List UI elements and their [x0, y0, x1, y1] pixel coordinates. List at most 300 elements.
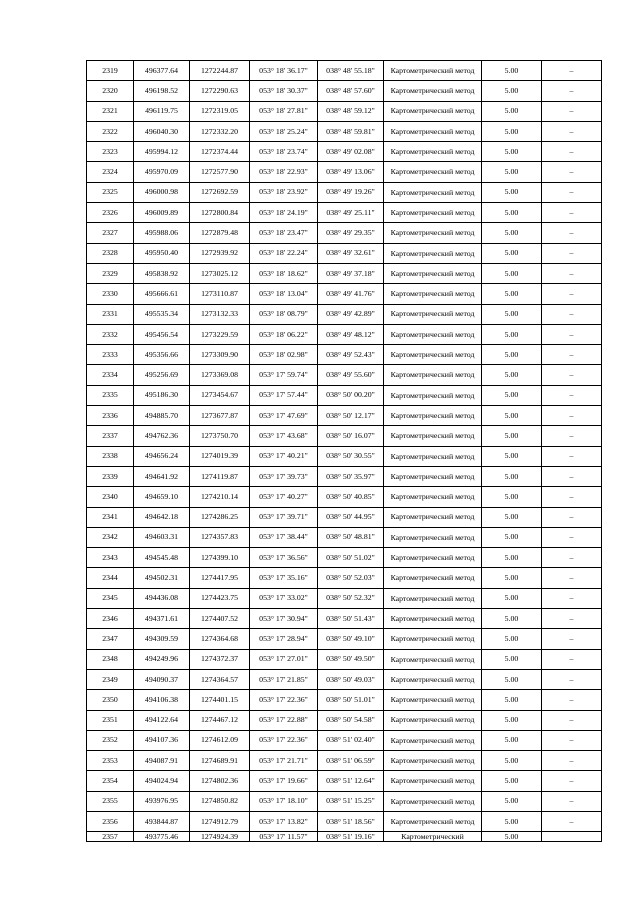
table-row — [87, 406, 602, 426]
cell-method: Картометрический метод — [384, 649, 482, 669]
cell-y: 1272692.59 — [190, 182, 250, 202]
cell-latitude: 053° 17' 28.94" — [250, 629, 318, 649]
cell-longitude: 038° 49' 19.26" — [318, 182, 384, 202]
cell-y: 1274423.75 — [190, 588, 250, 608]
cell-point: 2327 — [87, 223, 134, 243]
cell-y: 1274364.57 — [190, 669, 250, 689]
table-row — [87, 365, 602, 385]
cell-latitude: 053° 18' 30.37" — [250, 81, 318, 101]
cell-accuracy: 5.00 — [482, 669, 542, 689]
cell-note — [542, 832, 602, 842]
cell-longitude: 038° 50' 48.81" — [318, 527, 384, 547]
cell-longitude: 038° 49' 32.61" — [318, 243, 384, 263]
cell-x: 494024.94 — [134, 771, 190, 791]
cell-accuracy: 5.00 — [482, 182, 542, 202]
cell-x: 495356.66 — [134, 345, 190, 365]
cell-method: Картометрический метод — [384, 61, 482, 81]
table-row — [87, 548, 602, 568]
cell-latitude: 053° 17' 39.71" — [250, 507, 318, 527]
cell-latitude: 053° 17' 11.57" — [250, 832, 318, 842]
cell-longitude: 038° 50' 30.55" — [318, 446, 384, 466]
cell-y: 1274357.83 — [190, 527, 250, 547]
cell-method: Картометрический метод — [384, 365, 482, 385]
cell-point: 2346 — [87, 609, 134, 629]
cell-method: Картометрический метод — [384, 446, 482, 466]
table-row — [87, 690, 602, 710]
cell-method: Картометрический — [384, 832, 482, 842]
cell-point: 2354 — [87, 771, 134, 791]
cell-method: Картометрический метод — [384, 811, 482, 831]
table-row — [87, 426, 602, 446]
cell-note: – — [542, 142, 602, 162]
cell-x: 494502.31 — [134, 568, 190, 588]
cell-accuracy: 5.00 — [482, 142, 542, 162]
cell-y: 1273454.67 — [190, 385, 250, 405]
cell-latitude: 053° 17' 22.88" — [250, 710, 318, 730]
cell-x: 494090.37 — [134, 669, 190, 689]
cell-longitude: 038° 51' 02.40" — [318, 730, 384, 750]
cell-latitude: 053° 17' 18.10" — [250, 791, 318, 811]
cell-note: – — [542, 81, 602, 101]
cell-longitude: 038° 50' 51.01" — [318, 690, 384, 710]
cell-point: 2329 — [87, 263, 134, 283]
cell-y: 1272290.63 — [190, 81, 250, 101]
cell-x: 495256.69 — [134, 365, 190, 385]
cell-point: 2352 — [87, 730, 134, 750]
cell-latitude: 053° 18' 22.24" — [250, 243, 318, 263]
cell-longitude: 038° 50' 40.85" — [318, 487, 384, 507]
cell-accuracy: 5.00 — [482, 527, 542, 547]
cell-x: 494659.10 — [134, 487, 190, 507]
cell-note: – — [542, 568, 602, 588]
cell-note: – — [542, 162, 602, 182]
cell-x: 496198.52 — [134, 81, 190, 101]
cell-note: – — [542, 507, 602, 527]
cell-latitude: 053° 17' 35.16" — [250, 568, 318, 588]
cell-latitude: 053° 18' 13.04" — [250, 284, 318, 304]
cell-point: 2322 — [87, 121, 134, 141]
cell-point: 2324 — [87, 162, 134, 182]
cell-accuracy: 5.00 — [482, 81, 542, 101]
cell-point: 2336 — [87, 406, 134, 426]
table-row — [87, 669, 602, 689]
cell-x: 494762.36 — [134, 426, 190, 446]
table-row — [87, 284, 602, 304]
cell-x: 493775.46 — [134, 832, 190, 842]
cell-y: 1274802.36 — [190, 771, 250, 791]
cell-accuracy: 5.00 — [482, 710, 542, 730]
cell-x: 493844.87 — [134, 811, 190, 831]
cell-note: – — [542, 649, 602, 669]
cell-y: 1272374.44 — [190, 142, 250, 162]
cell-latitude: 053° 17' 33.02" — [250, 588, 318, 608]
cell-latitude: 053° 17' 57.44" — [250, 385, 318, 405]
cell-x: 496119.75 — [134, 101, 190, 121]
cell-accuracy: 5.00 — [482, 446, 542, 466]
cell-x: 494656.24 — [134, 446, 190, 466]
cell-point: 2331 — [87, 304, 134, 324]
cell-note: – — [542, 548, 602, 568]
table-row — [87, 811, 602, 831]
cell-point: 2338 — [87, 446, 134, 466]
cell-point: 2345 — [87, 588, 134, 608]
cell-longitude: 038° 50' 51.02" — [318, 548, 384, 568]
cell-note: – — [542, 243, 602, 263]
cell-latitude: 053° 17' 40.21" — [250, 446, 318, 466]
cell-accuracy: 5.00 — [482, 304, 542, 324]
cell-latitude: 053° 18' 27.81" — [250, 101, 318, 121]
cell-longitude: 038° 51' 19.16" — [318, 832, 384, 842]
table-row — [87, 101, 602, 121]
cell-note: – — [542, 629, 602, 649]
cell-accuracy: 5.00 — [482, 162, 542, 182]
cell-note: – — [542, 487, 602, 507]
cell-note: – — [542, 121, 602, 141]
cell-method: Картометрический метод — [384, 345, 482, 365]
cell-method: Картометрический метод — [384, 101, 482, 121]
cell-note: – — [542, 446, 602, 466]
cell-note: – — [542, 182, 602, 202]
cell-longitude: 038° 50' 49.50" — [318, 649, 384, 669]
cell-point: 2339 — [87, 466, 134, 486]
cell-method: Картометрический метод — [384, 669, 482, 689]
cell-longitude: 038° 49' 48.12" — [318, 324, 384, 344]
cell-x: 496377.64 — [134, 61, 190, 81]
cell-note: – — [542, 466, 602, 486]
cell-accuracy: 5.00 — [482, 811, 542, 831]
cell-x: 495970.09 — [134, 162, 190, 182]
cell-method: Картометрический метод — [384, 406, 482, 426]
table-row — [87, 710, 602, 730]
cell-note: – — [542, 406, 602, 426]
cell-y: 1274286.25 — [190, 507, 250, 527]
cell-point: 2319 — [87, 61, 134, 81]
cell-method: Картометрический метод — [384, 568, 482, 588]
cell-point: 2355 — [87, 791, 134, 811]
table-row — [87, 487, 602, 507]
cell-method: Картометрический метод — [384, 548, 482, 568]
cell-note: – — [542, 751, 602, 771]
cell-note: – — [542, 223, 602, 243]
cell-longitude: 038° 49' 37.18" — [318, 263, 384, 283]
table-row — [87, 649, 602, 669]
cell-longitude: 038° 50' 54.58" — [318, 710, 384, 730]
cell-point: 2341 — [87, 507, 134, 527]
cell-y: 1274401.15 — [190, 690, 250, 710]
cell-method: Картометрический метод — [384, 182, 482, 202]
cell-x: 494087.91 — [134, 751, 190, 771]
cell-point: 2325 — [87, 182, 134, 202]
cell-latitude: 053° 18' 24.19" — [250, 203, 318, 223]
table-row — [87, 203, 602, 223]
table-row — [87, 771, 602, 791]
cell-accuracy: 5.00 — [482, 223, 542, 243]
cell-point: 2348 — [87, 649, 134, 669]
cell-latitude: 053° 17' 39.73" — [250, 466, 318, 486]
cell-longitude: 038° 51' 15.25" — [318, 791, 384, 811]
table-row — [87, 121, 602, 141]
cell-point: 2326 — [87, 203, 134, 223]
cell-note: – — [542, 304, 602, 324]
cell-longitude: 038° 50' 35.97" — [318, 466, 384, 486]
cell-latitude: 053° 17' 43.68" — [250, 426, 318, 446]
cell-x: 496000.98 — [134, 182, 190, 202]
cell-accuracy: 5.00 — [482, 121, 542, 141]
cell-y: 1274364.68 — [190, 629, 250, 649]
cell-y: 1274417.95 — [190, 568, 250, 588]
cell-x: 494641.92 — [134, 466, 190, 486]
cell-accuracy: 5.00 — [482, 791, 542, 811]
table-row — [87, 61, 602, 81]
cell-method: Картометрический метод — [384, 162, 482, 182]
cell-y: 1274119.87 — [190, 466, 250, 486]
cell-latitude: 053° 18' 18.62" — [250, 263, 318, 283]
cell-longitude: 038° 48' 55.18" — [318, 61, 384, 81]
cell-method: Картометрический метод — [384, 791, 482, 811]
cell-accuracy: 5.00 — [482, 751, 542, 771]
cell-latitude: 053° 17' 27.01" — [250, 649, 318, 669]
cell-accuracy: 5.00 — [482, 345, 542, 365]
cell-accuracy: 5.00 — [482, 243, 542, 263]
cell-longitude: 038° 50' 49.10" — [318, 629, 384, 649]
cell-x: 494885.70 — [134, 406, 190, 426]
cell-y: 1273132.33 — [190, 304, 250, 324]
cell-accuracy: 5.00 — [482, 263, 542, 283]
cell-point: 2328 — [87, 243, 134, 263]
cell-latitude: 053° 18' 23.47" — [250, 223, 318, 243]
cell-y: 1272244.87 — [190, 61, 250, 81]
table-row — [87, 81, 602, 101]
cell-longitude: 038° 50' 52.03" — [318, 568, 384, 588]
cell-x: 494371.61 — [134, 609, 190, 629]
cell-note: – — [542, 690, 602, 710]
cell-method: Картометрический метод — [384, 487, 482, 507]
cell-y: 1274912.79 — [190, 811, 250, 831]
cell-accuracy: 5.00 — [482, 385, 542, 405]
cell-y: 1274210.14 — [190, 487, 250, 507]
cell-point: 2350 — [87, 690, 134, 710]
cell-note: – — [542, 771, 602, 791]
cell-method: Картометрический метод — [384, 223, 482, 243]
cell-longitude: 038° 49' 29.35" — [318, 223, 384, 243]
cell-x: 495535.34 — [134, 304, 190, 324]
cell-x: 494122.64 — [134, 710, 190, 730]
cell-note: – — [542, 791, 602, 811]
cell-method: Картометрический метод — [384, 710, 482, 730]
cell-note: – — [542, 609, 602, 629]
table-row — [87, 629, 602, 649]
cell-latitude: 053° 17' 36.56" — [250, 548, 318, 568]
cell-accuracy: 5.00 — [482, 365, 542, 385]
cell-longitude: 038° 49' 52.43" — [318, 345, 384, 365]
cell-method: Картометрический метод — [384, 243, 482, 263]
cell-x: 495994.12 — [134, 142, 190, 162]
cell-note: – — [542, 61, 602, 81]
cell-y: 1273025.12 — [190, 263, 250, 283]
cell-point: 2330 — [87, 284, 134, 304]
cell-y: 1272879.48 — [190, 223, 250, 243]
cell-longitude: 038° 50' 16.07" — [318, 426, 384, 446]
cell-method: Картометрический метод — [384, 426, 482, 446]
cell-x: 495186.30 — [134, 385, 190, 405]
cell-longitude: 038° 50' 44.95" — [318, 507, 384, 527]
cell-latitude: 053° 17' 21.85" — [250, 669, 318, 689]
cell-note: – — [542, 710, 602, 730]
cell-method: Картометрический метод — [384, 203, 482, 223]
cell-point: 2334 — [87, 365, 134, 385]
cell-x: 494106.38 — [134, 690, 190, 710]
cell-x: 494545.48 — [134, 548, 190, 568]
table-row — [87, 527, 602, 547]
cell-longitude: 038° 51' 06.59" — [318, 751, 384, 771]
cell-x: 494436.08 — [134, 588, 190, 608]
cell-latitude: 053° 17' 40.27" — [250, 487, 318, 507]
cell-note: – — [542, 101, 602, 121]
cell-point: 2333 — [87, 345, 134, 365]
cell-longitude: 038° 50' 49.03" — [318, 669, 384, 689]
cell-method: Картометрический метод — [384, 324, 482, 344]
cell-point: 2320 — [87, 81, 134, 101]
cell-longitude: 038° 50' 51.43" — [318, 609, 384, 629]
cell-y: 1274689.91 — [190, 751, 250, 771]
cell-point: 2343 — [87, 548, 134, 568]
cell-method: Картометрический метод — [384, 385, 482, 405]
cell-x: 495950.40 — [134, 243, 190, 263]
cell-y: 1274612.09 — [190, 730, 250, 750]
cell-method: Картометрический метод — [384, 507, 482, 527]
cell-longitude: 038° 49' 41.76" — [318, 284, 384, 304]
cell-y: 1272577.90 — [190, 162, 250, 182]
cell-x: 495988.06 — [134, 223, 190, 243]
cell-accuracy: 5.00 — [482, 649, 542, 669]
cell-method: Картометрический метод — [384, 466, 482, 486]
cell-latitude: 053° 17' 13.82" — [250, 811, 318, 831]
table-body — [87, 61, 602, 842]
cell-accuracy: 5.00 — [482, 588, 542, 608]
cell-note: – — [542, 385, 602, 405]
cell-y: 1274924.39 — [190, 832, 250, 842]
cell-point: 2321 — [87, 101, 134, 121]
cell-y: 1272939.92 — [190, 243, 250, 263]
cell-y: 1273750.70 — [190, 426, 250, 446]
cell-latitude: 053° 17' 19.66" — [250, 771, 318, 791]
cell-longitude: 038° 49' 13.06" — [318, 162, 384, 182]
table-row — [87, 243, 602, 263]
cell-y: 1273110.87 — [190, 284, 250, 304]
cell-longitude: 038° 50' 12.17" — [318, 406, 384, 426]
cell-longitude: 038° 49' 02.08" — [318, 142, 384, 162]
table-row — [87, 182, 602, 202]
cell-note: – — [542, 811, 602, 831]
table-row — [87, 162, 602, 182]
cell-y: 1274407.52 — [190, 609, 250, 629]
cell-point: 2332 — [87, 324, 134, 344]
cell-y: 1273229.59 — [190, 324, 250, 344]
table-row — [87, 588, 602, 608]
cell-x: 494249.96 — [134, 649, 190, 669]
table-row — [87, 345, 602, 365]
cell-longitude: 038° 49' 42.89" — [318, 304, 384, 324]
cell-method: Картометрический метод — [384, 629, 482, 649]
cell-accuracy: 5.00 — [482, 771, 542, 791]
table-row — [87, 324, 602, 344]
cell-latitude: 053° 17' 21.71" — [250, 751, 318, 771]
cell-x: 495666.61 — [134, 284, 190, 304]
cell-y: 1273369.08 — [190, 365, 250, 385]
cell-point: 2351 — [87, 710, 134, 730]
cell-y: 1274019.39 — [190, 446, 250, 466]
cell-note: – — [542, 588, 602, 608]
cell-x: 494603.31 — [134, 527, 190, 547]
cell-accuracy: 5.00 — [482, 690, 542, 710]
table-row — [87, 751, 602, 771]
cell-x: 493976.95 — [134, 791, 190, 811]
cell-accuracy: 5.00 — [482, 406, 542, 426]
cell-point: 2344 — [87, 568, 134, 588]
cell-point: 2347 — [87, 629, 134, 649]
cell-x: 496009.89 — [134, 203, 190, 223]
cell-method: Картометрический метод — [384, 284, 482, 304]
cell-accuracy: 5.00 — [482, 609, 542, 629]
cell-accuracy: 5.00 — [482, 203, 542, 223]
cell-accuracy: 5.00 — [482, 832, 542, 842]
cell-method: Картометрический метод — [384, 730, 482, 750]
cell-method: Картометрический метод — [384, 588, 482, 608]
cell-longitude: 038° 49' 25.11" — [318, 203, 384, 223]
cell-x: 494309.59 — [134, 629, 190, 649]
cell-method: Картометрический метод — [384, 142, 482, 162]
cell-y: 1274467.12 — [190, 710, 250, 730]
cell-method: Картометрический метод — [384, 609, 482, 629]
table-row — [87, 609, 602, 629]
table-row — [87, 791, 602, 811]
table-row — [87, 263, 602, 283]
cell-x: 494107.36 — [134, 730, 190, 750]
cell-latitude: 053° 18' 25.24" — [250, 121, 318, 141]
cell-latitude: 053° 17' 30.94" — [250, 609, 318, 629]
cell-note: – — [542, 669, 602, 689]
cell-accuracy: 5.00 — [482, 284, 542, 304]
cell-accuracy: 5.00 — [482, 426, 542, 446]
cell-y: 1273677.87 — [190, 406, 250, 426]
cell-accuracy: 5.00 — [482, 568, 542, 588]
cell-longitude: 038° 48' 59.81" — [318, 121, 384, 141]
cell-longitude: 038° 50' 00.20" — [318, 385, 384, 405]
cell-accuracy: 5.00 — [482, 548, 542, 568]
coordinates-table — [86, 60, 602, 842]
cell-y: 1272319.05 — [190, 101, 250, 121]
cell-longitude: 038° 48' 57.60" — [318, 81, 384, 101]
cell-y: 1272332.20 — [190, 121, 250, 141]
cell-latitude: 053° 17' 38.44" — [250, 527, 318, 547]
cell-note: – — [542, 345, 602, 365]
cell-point: 2357 — [87, 832, 134, 842]
cell-latitude: 053° 17' 22.36" — [250, 730, 318, 750]
cell-method: Картометрический метод — [384, 690, 482, 710]
cell-accuracy: 5.00 — [482, 101, 542, 121]
cell-latitude: 053° 18' 08.79" — [250, 304, 318, 324]
cell-method: Картометрический метод — [384, 527, 482, 547]
cell-method: Картометрический метод — [384, 81, 482, 101]
table-row — [87, 304, 602, 324]
cell-accuracy: 5.00 — [482, 61, 542, 81]
cell-method: Картометрический метод — [384, 751, 482, 771]
table-row — [87, 446, 602, 466]
cell-point: 2323 — [87, 142, 134, 162]
cell-latitude: 053° 18' 36.17" — [250, 61, 318, 81]
cell-latitude: 053° 18' 06.22" — [250, 324, 318, 344]
cell-method: Картометрический метод — [384, 771, 482, 791]
